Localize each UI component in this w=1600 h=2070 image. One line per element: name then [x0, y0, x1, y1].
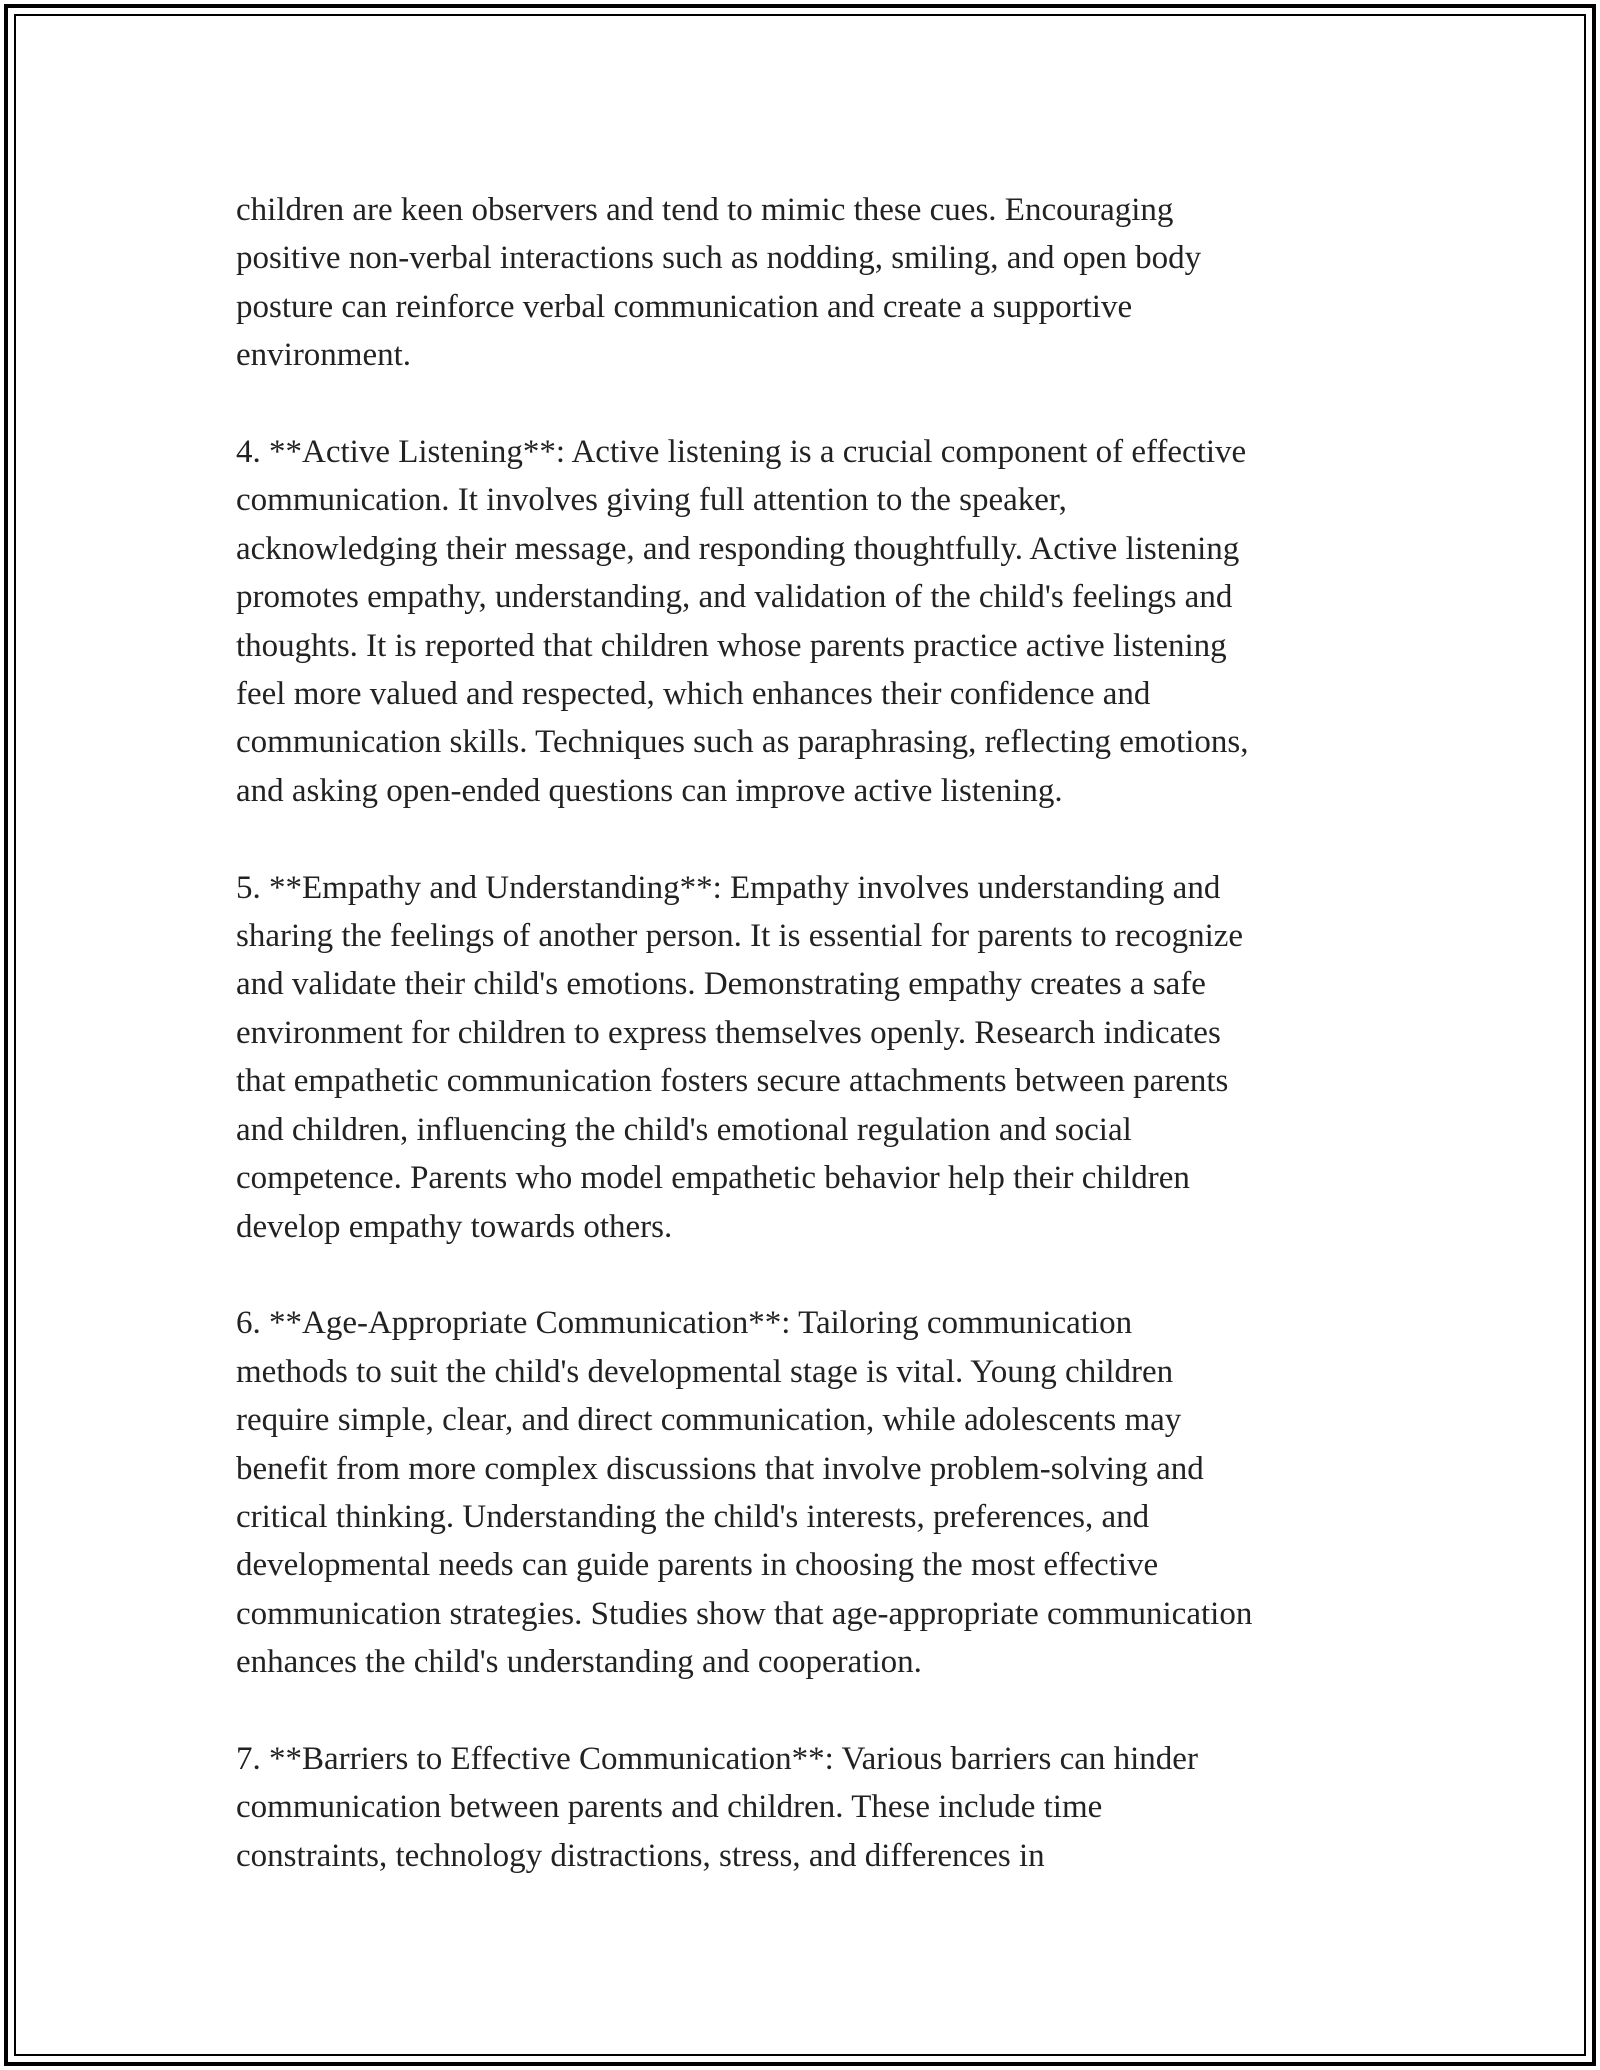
paragraph-barriers-communication: 7. **Barriers to Effective Communication**: Various barriers can hinder communication between parents and children. These include time constraints, technology distractions, stress, and differences in: [236, 1740, 1198, 1874]
paragraph-nonverbal-continuation: children are keen observers and tend to mimic these cues. Encouraging positive non-verbal interactions such as nodding, smiling, and open body posture can reinforce verbal communication and create a supportive environment.: [236, 192, 1202, 374]
paragraph-empathy-understanding: 5. **Empathy and Understanding**: Empathy involves understanding and sharing the feelings of another person. It is essential for parents to recognize and validate their child's emotions. Demonstrating empathy creates a safe environment for children to express themselves openly. Research indicates that empathetic communication fosters secure attachments between parents and children, influencing the child's emotional regulation and social competence. Parents who model empathetic behavior help their children develop empathy towards others.: [236, 869, 1244, 1245]
paragraph-active-listening: 4. **Active Listening**: Active listening is a crucial component of effective communication. It involves giving full attention to the speaker, acknowledging their message, and responding thoughtfully. Active listening promotes empathy, understanding, and validation of the child's feelings and thoughts. It is reported that children whose parents practice active listening feel more valued and respected, which enhances their confidence and communication skills. Techniques such as paraphrasing, reflecting emotions, and asking open-ended questions can improve active listening.: [236, 434, 1249, 809]
document-body: [236, 186, 1376, 1880]
paragraph-age-appropriate-communication: 6. **Age-Appropriate Communication**: Tailoring communication methods to suit the child's developmental stage is vital. Young children require simple, clear, and direct communication, while adolescents may benefit from more complex discussions that involve problem-solving and critical thinking. Understanding the child's interests, preferences, and developmental needs can guide parents in choosing the most effective communication strategies. Studies show that age-appropriate communication enhances the child's understanding and cooperation.: [236, 1305, 1253, 1681]
